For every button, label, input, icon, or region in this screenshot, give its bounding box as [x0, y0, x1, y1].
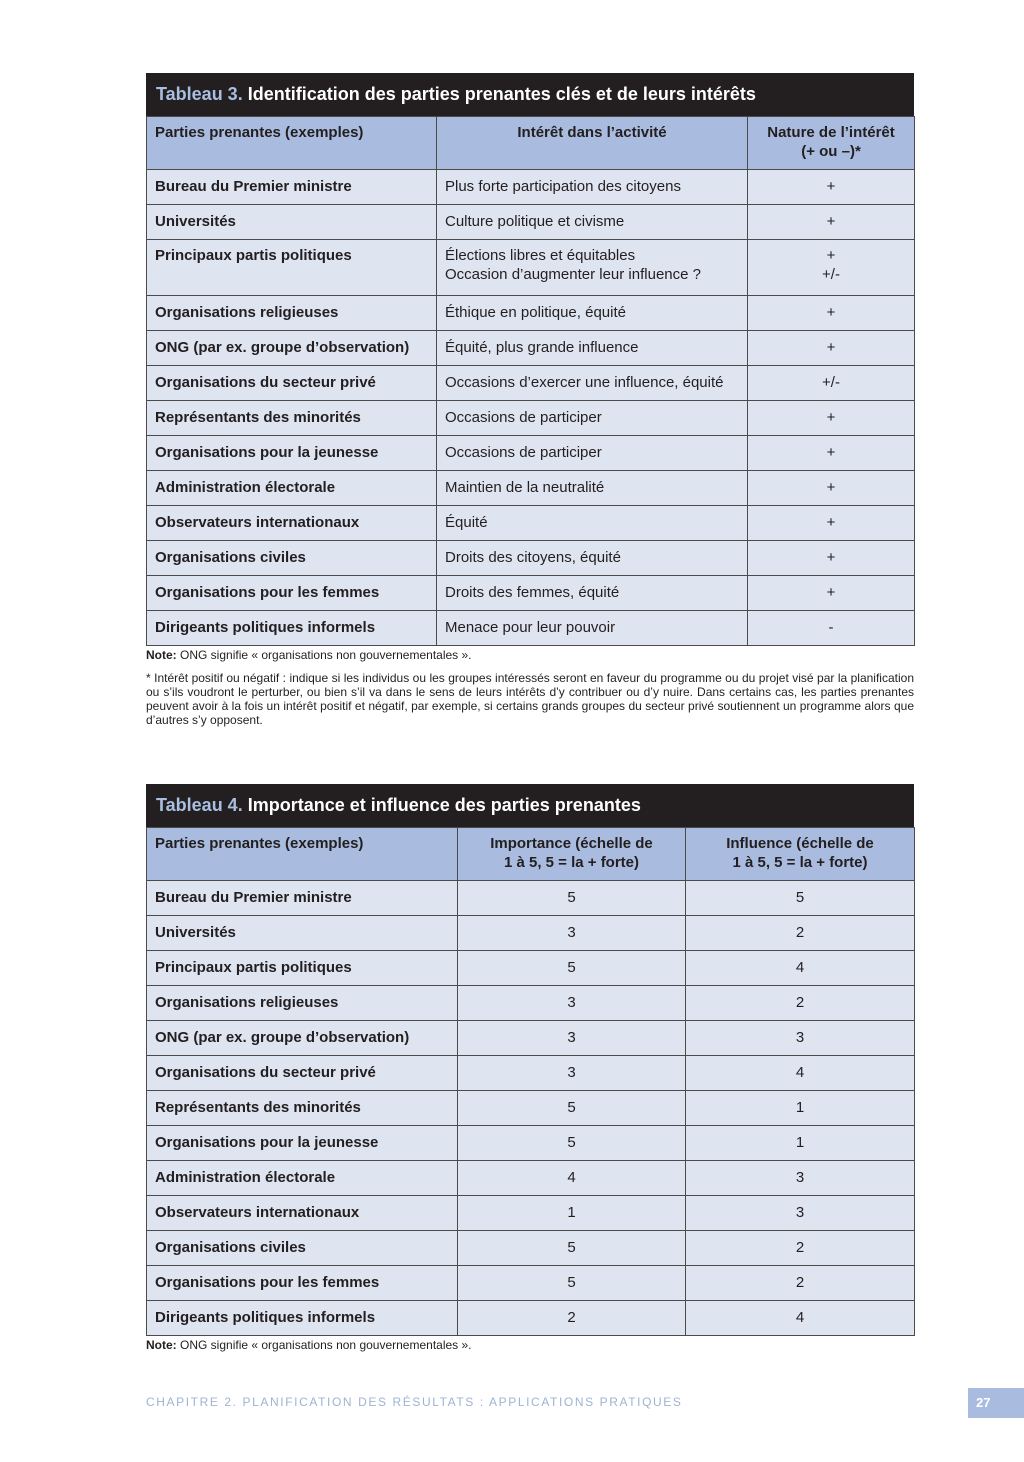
stakeholder-cell: ONG (par ex. groupe d’observation) [147, 1021, 458, 1056]
interest-cell: Droits des citoyens, équité [437, 541, 748, 576]
table-4-title: Importance et influence des parties prenantes [247, 795, 641, 815]
table-row [147, 916, 915, 951]
table-3-note [146, 649, 914, 662]
interest-cell: Droits des femmes, équité [437, 576, 748, 611]
nature-cell [748, 240, 915, 296]
stakeholder-cell: ONG (par ex. groupe d’observation) [147, 331, 437, 366]
column-header-line: Influence (échelle de [726, 835, 874, 852]
stakeholder-cell: Universités [147, 205, 437, 240]
influence-cell: 1 [686, 1091, 915, 1126]
column-header-line: Importance (échelle de [490, 835, 653, 852]
interest-cell [437, 240, 748, 296]
importance-cell: 5 [458, 1266, 686, 1301]
influence-cell: 4 [686, 951, 915, 986]
table-row [147, 1021, 915, 1056]
interest-cell: Occasions de participer [437, 436, 748, 471]
nature-cell: + [748, 205, 915, 240]
table-4-header-row [147, 828, 915, 881]
table-row [147, 401, 915, 436]
table-4-title-bar [146, 784, 914, 827]
stakeholder-cell: Administration électorale [147, 471, 437, 506]
stakeholder-cell: Dirigeants politiques informels [147, 1301, 458, 1336]
table-row [147, 986, 915, 1021]
column-header-line: 1 à 5, 5 = la + forte) [732, 854, 868, 871]
column-header-line: (+ ou –)* [801, 143, 861, 160]
nature-line: +/- [822, 266, 840, 283]
interest-cell: Occasions d’exercer une influence, équité [437, 366, 748, 401]
table-row [147, 240, 915, 296]
stakeholder-cell: Organisations du secteur privé [147, 1056, 458, 1091]
importance-cell: 3 [458, 986, 686, 1021]
table-row [147, 881, 915, 916]
stakeholder-cell: Principaux partis politiques [147, 951, 458, 986]
stakeholder-cell: Organisations pour la jeunesse [147, 1126, 458, 1161]
table-row [147, 576, 915, 611]
influence-cell: 4 [686, 1301, 915, 1336]
nature-cell: - [748, 611, 915, 646]
table-4-label: Tableau 4. [156, 795, 243, 815]
table-row [147, 541, 915, 576]
table-row [147, 611, 915, 646]
note-text: ONG signifie « organisations non gouvernementales ». [176, 648, 472, 662]
influence-cell: 3 [686, 1021, 915, 1056]
influence-cell: 3 [686, 1196, 915, 1231]
table-row [147, 1231, 915, 1266]
table-3-title-bar [146, 73, 914, 116]
nature-cell: + [748, 296, 915, 331]
importance-cell: 3 [458, 1021, 686, 1056]
nature-line: + [826, 247, 836, 264]
column-header: Parties prenantes (exemples) [147, 828, 458, 881]
nature-cell: + [748, 436, 915, 471]
column-header-line: 1 à 5, 5 = la + forte) [503, 854, 640, 871]
stakeholder-cell: Observateurs internationaux [147, 1196, 458, 1231]
nature-cell: + [748, 541, 915, 576]
table-3-footnote: * Intérêt positif ou négatif : indique si les individus ou les groupes intéressés seront en faveur du programme ou du projet visé par la planification ou s’ils voudront le perturber, ou bien s’il va dans le sens de leurs intérêts d’y contribuer ou d’y nuire. Dans certains cas, les parties prenantes peuvent avoir à la fois un intérêt positif et négatif, par exemple, si certains grands groupes du secteur privé soutiennent un programme alors que d’autres s’y opposent. [146, 671, 914, 727]
interest-cell: Équité [437, 506, 748, 541]
table-row [147, 366, 915, 401]
table-row [147, 331, 915, 366]
table-3-grid [146, 116, 915, 646]
chapter-footer: CHAPITRE 2. PLANIFICATION DES RÉSULTATS : APPLICATIONS PRATIQUES [146, 1395, 683, 1409]
table-row [147, 436, 915, 471]
nature-cell: + [748, 331, 915, 366]
stakeholder-cell: Représentants des minorités [147, 401, 437, 436]
stakeholder-cell: Organisations civiles [147, 541, 437, 576]
table-row [147, 1161, 915, 1196]
stakeholder-cell: Observateurs internationaux [147, 506, 437, 541]
importance-cell: 5 [458, 1091, 686, 1126]
stakeholder-cell: Dirigeants politiques informels [147, 611, 437, 646]
interest-cell: Plus forte participation des citoyens [437, 170, 748, 205]
nature-cell: +/- [748, 366, 915, 401]
importance-cell: 5 [458, 951, 686, 986]
table-3 [146, 73, 914, 646]
column-header: Parties prenantes (exemples) [147, 117, 437, 170]
column-header-line: Nature de l’intérêt [767, 124, 895, 141]
interest-cell: Culture politique et civisme [437, 205, 748, 240]
influence-cell: 4 [686, 1056, 915, 1091]
importance-cell: 4 [458, 1161, 686, 1196]
stakeholder-cell: Organisations pour la jeunesse [147, 436, 437, 471]
column-header: Intérêt dans l’activité [437, 117, 748, 170]
table-row [147, 471, 915, 506]
table-3-title: Identification des parties prenantes clés et de leurs intérêts [247, 84, 756, 104]
table-row [147, 1126, 915, 1161]
importance-cell: 2 [458, 1301, 686, 1336]
column-header [458, 828, 686, 881]
importance-cell: 3 [458, 916, 686, 951]
stakeholder-cell: Représentants des minorités [147, 1091, 458, 1126]
table-4-grid [146, 827, 915, 1336]
table-row [147, 1266, 915, 1301]
table-row [147, 951, 915, 986]
table-row [147, 1301, 915, 1336]
table-row [147, 1056, 915, 1091]
influence-cell: 3 [686, 1161, 915, 1196]
nature-cell: + [748, 170, 915, 205]
table-3-label: Tableau 3. [156, 84, 243, 104]
column-header [748, 117, 915, 170]
table-3-header-row [147, 117, 915, 170]
stakeholder-cell: Universités [147, 916, 458, 951]
table-row [147, 1196, 915, 1231]
influence-cell: 1 [686, 1126, 915, 1161]
stakeholder-cell: Organisations civiles [147, 1231, 458, 1266]
influence-cell: 2 [686, 1266, 915, 1301]
stakeholder-cell: Organisations pour les femmes [147, 1266, 458, 1301]
note-label: Note: [146, 648, 177, 662]
table-row [147, 506, 915, 541]
interest-line: Occasion d’augmenter leur influence ? [445, 266, 701, 283]
importance-cell: 3 [458, 1056, 686, 1091]
importance-cell: 1 [458, 1196, 686, 1231]
stakeholder-cell: Administration électorale [147, 1161, 458, 1196]
table-row [147, 1091, 915, 1126]
note-label: Note: [146, 1338, 177, 1352]
interest-cell: Éthique en politique, équité [437, 296, 748, 331]
nature-cell: + [748, 576, 915, 611]
nature-cell: + [748, 506, 915, 541]
importance-cell: 5 [458, 881, 686, 916]
table-4-note [146, 1339, 914, 1352]
importance-cell: 5 [458, 1231, 686, 1266]
stakeholder-cell: Bureau du Premier ministre [147, 881, 458, 916]
interest-cell: Maintien de la neutralité [437, 471, 748, 506]
nature-cell: + [748, 471, 915, 506]
importance-cell: 5 [458, 1126, 686, 1161]
page-number: 27 [968, 1388, 1024, 1418]
stakeholder-cell: Principaux partis politiques [147, 240, 437, 296]
interest-cell: Occasions de participer [437, 401, 748, 436]
note-text: ONG signifie « organisations non gouvernementales ». [176, 1338, 472, 1352]
column-header [686, 828, 915, 881]
influence-cell: 2 [686, 986, 915, 1021]
table-row [147, 170, 915, 205]
interest-cell: Équité, plus grande influence [437, 331, 748, 366]
stakeholder-cell: Organisations du secteur privé [147, 366, 437, 401]
nature-cell: + [748, 401, 915, 436]
table-4 [146, 784, 914, 1336]
influence-cell: 2 [686, 916, 915, 951]
interest-cell: Menace pour leur pouvoir [437, 611, 748, 646]
stakeholder-cell: Bureau du Premier ministre [147, 170, 437, 205]
table-row [147, 205, 915, 240]
interest-line: Élections libres et équitables [445, 247, 636, 264]
influence-cell: 5 [686, 881, 915, 916]
stakeholder-cell: Organisations pour les femmes [147, 576, 437, 611]
table-row [147, 296, 915, 331]
stakeholder-cell: Organisations religieuses [147, 986, 458, 1021]
stakeholder-cell: Organisations religieuses [147, 296, 437, 331]
influence-cell: 2 [686, 1231, 915, 1266]
